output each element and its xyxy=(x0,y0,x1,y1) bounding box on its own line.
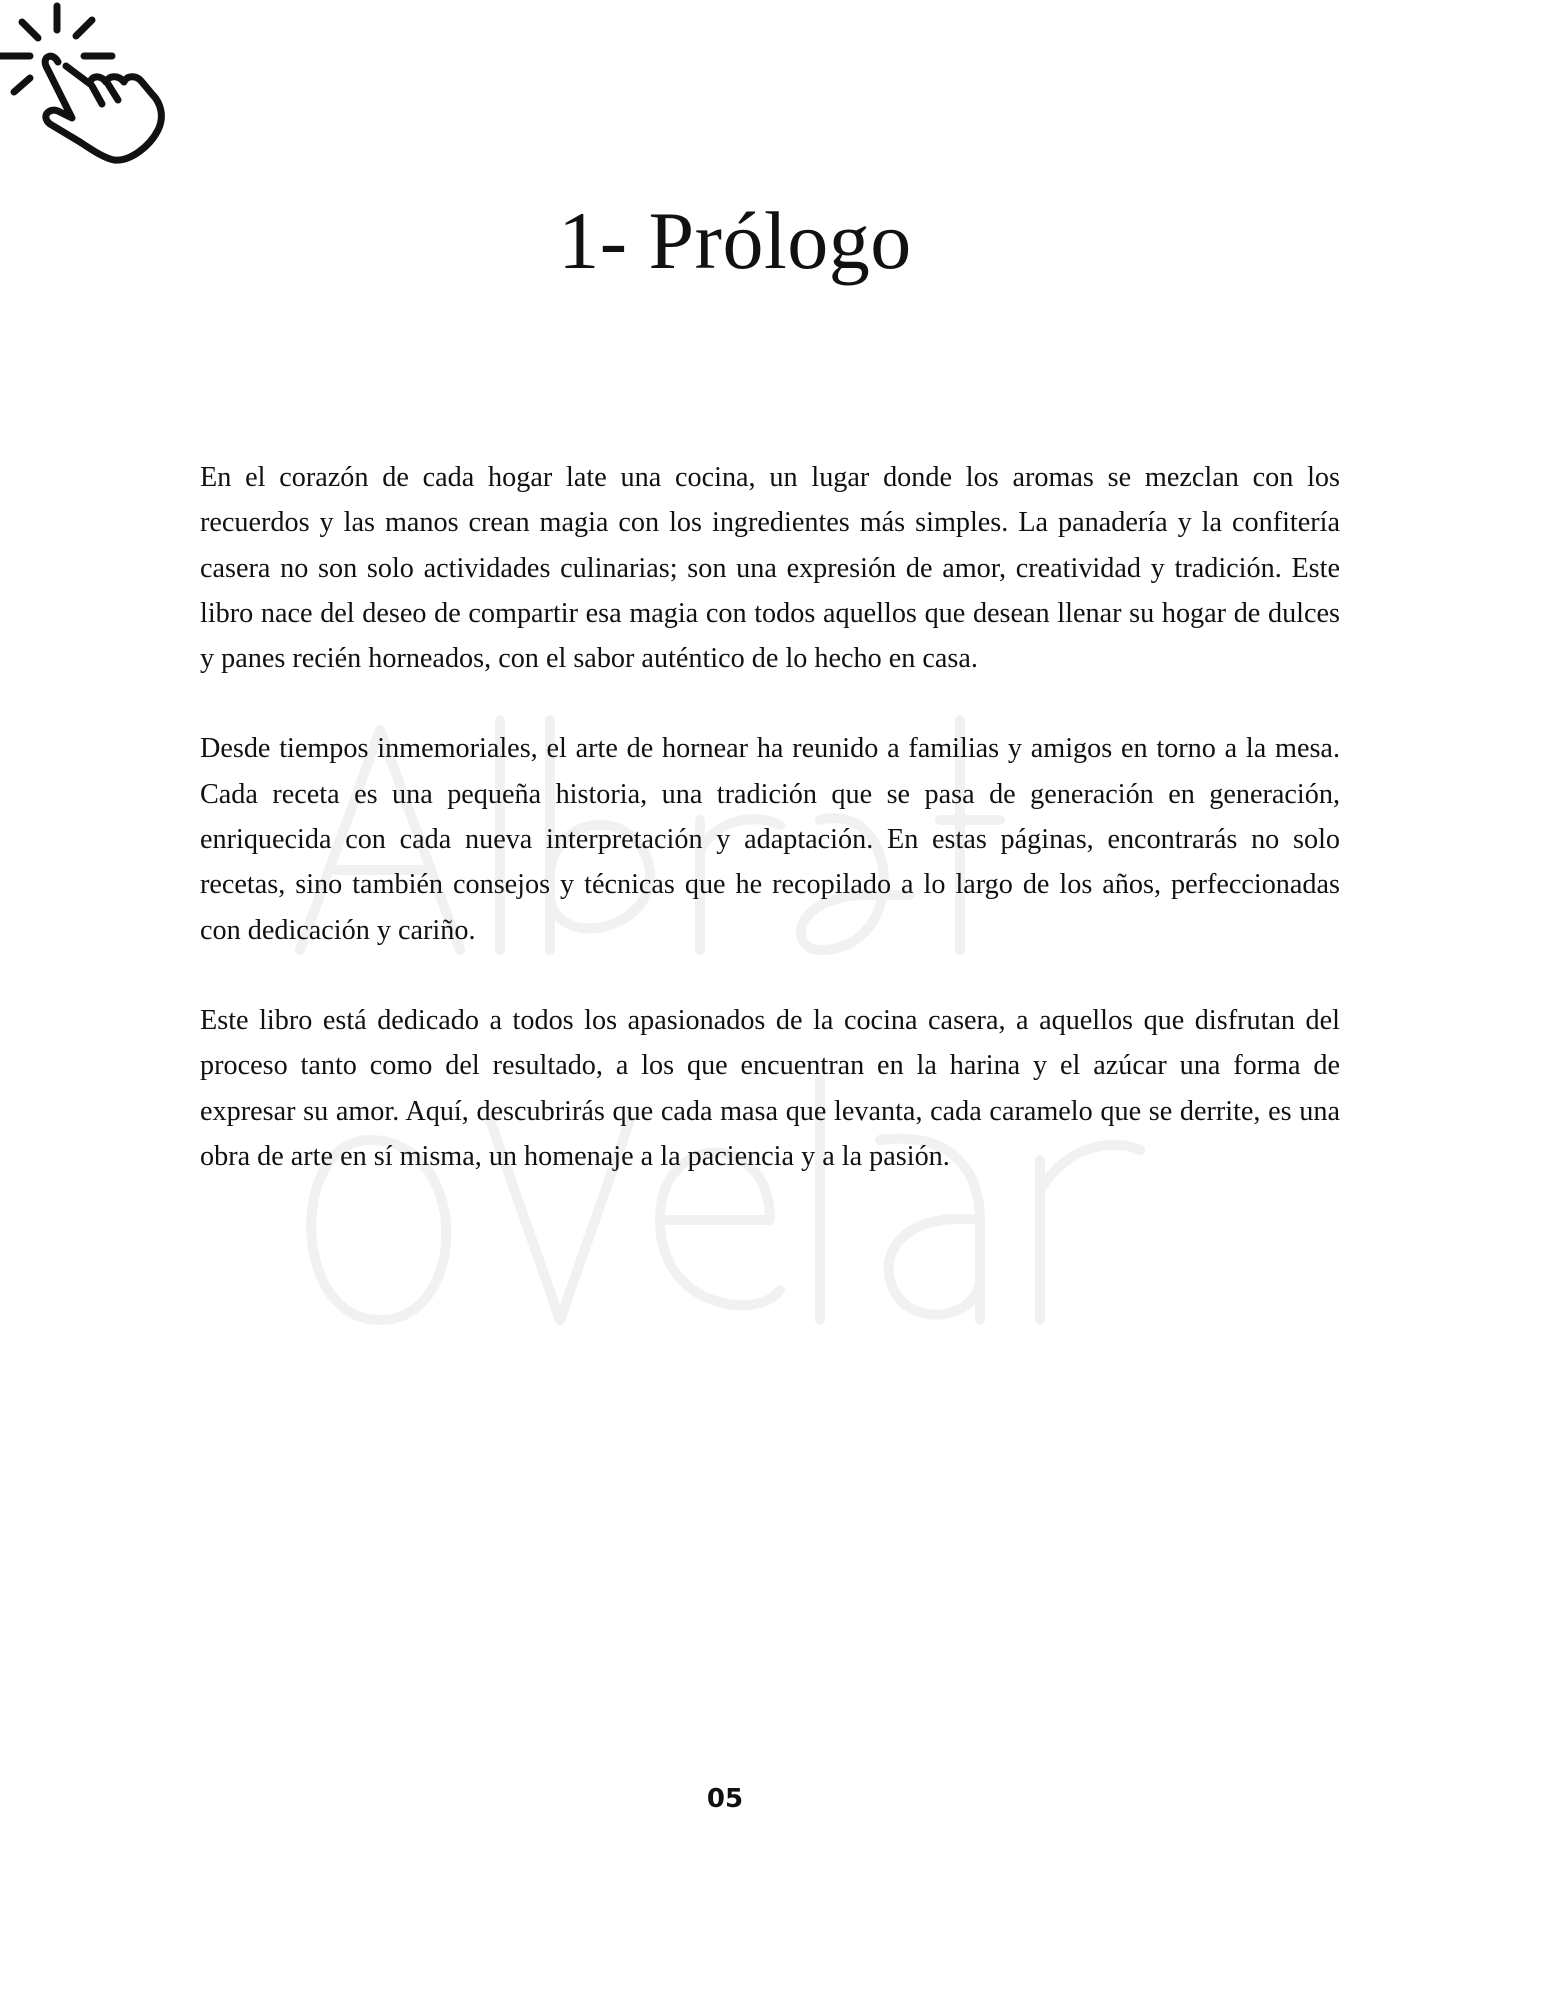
tap-hand-icon xyxy=(0,0,170,170)
page-title: 1- Prólogo xyxy=(558,195,912,286)
paragraph: Desde tiempos inmemoriales, el arte de hornear ha reunido a familias y amigos en torno a la mesa. Cada receta es una pequeña historia, una tradición que se pasa de generación en generación, enriquecida con cada nueva interpretación y adaptación. En estas páginas, encontrarás no solo recetas, sino también consejos y técnicas que he recopilado a lo largo de los años, perfeccionadas con dedicación y cariño. xyxy=(200,733,1340,946)
paragraph: En el corazón de cada hogar late una cocina, un lugar donde los aromas se mezclan con los recuerdos y las manos crean magia con los ingredientes más simples. La panadería y la confitería casera no son solo actividades culinarias; son una expresión de amor, creatividad y tradición. Este libro nace del deseo de compartir esa magia con todos aquellos que desean llenar su hogar de dulces y panes recién horneados, con el sabor auténtico de lo hecho en casa. xyxy=(200,462,1340,675)
prologue-body xyxy=(200,455,1340,1224)
page-number: 05 xyxy=(706,1784,744,1814)
paragraph: Este libro está dedicado a todos los apasionados de la cocina casera, a aquellos que disfrutan del proceso tanto como del resultado, a los que encuentran en la harina y el azúcar una forma de expresar su amor. Aquí, descubrirás que cada masa que levanta, cada caramelo que se derrite, es una obra de arte en sí misma, un homenaje a la paciencia y a la pasión. xyxy=(200,1004,1340,1172)
